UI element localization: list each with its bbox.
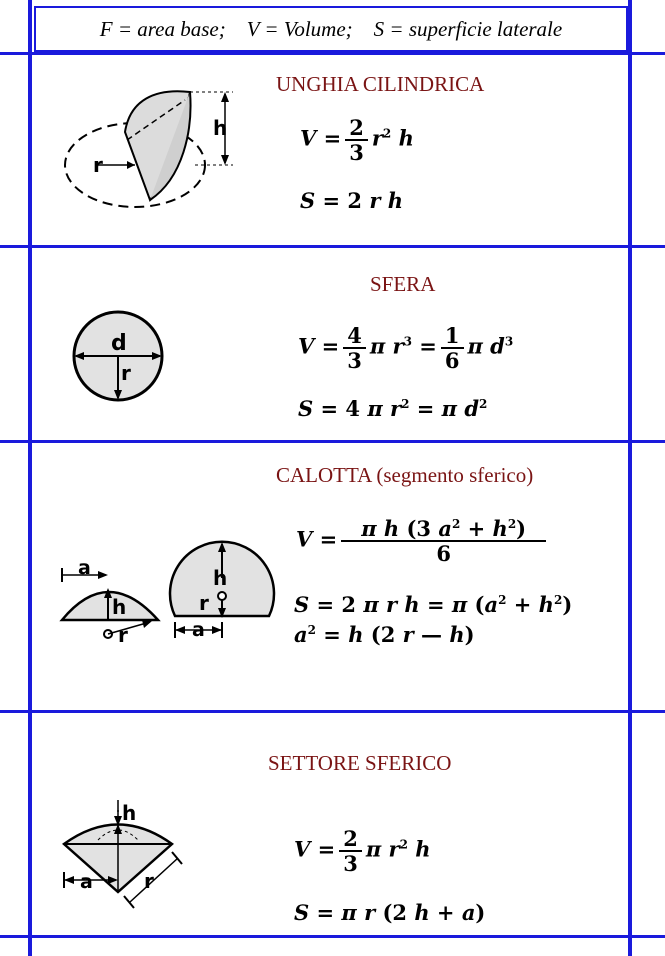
fig-label-h: h — [213, 116, 228, 140]
figure-settore — [58, 800, 188, 910]
fig-label-r: r — [118, 623, 128, 647]
formula-sfera-volume: V = $\frac{4}{3}$ π $r^3$ = $\frac{1}{6}$ π $d^3$ — [298, 323, 514, 373]
formula-calotta-volume: V = $\frac{\pi h (3 a^2 + h^2)}{6}$ — [296, 517, 550, 565]
formula-sfera-surface: S = 4 π $r^2 = \pi$ $d^2$ — [298, 396, 488, 421]
fig-label-r: r — [121, 361, 131, 385]
right-border — [628, 0, 632, 956]
formula-calotta-relation: $a^2 = h$ (2 r — h) — [294, 622, 475, 647]
left-border — [28, 0, 32, 956]
divider-1 — [0, 52, 665, 55]
fig-label-d: d — [111, 331, 127, 356]
fig-label-r: r — [199, 591, 209, 615]
figure-calotta-large — [165, 538, 280, 643]
figure-calotta-small — [58, 557, 168, 647]
section-title-sfera: SFERA — [370, 272, 436, 296]
formula-calotta-surface: S = 2 π r h = π $(a^2 + h^2)$ — [294, 592, 573, 617]
divider-4 — [0, 710, 665, 713]
section-title-settore: SETTORE SFERICO — [268, 751, 452, 775]
fig-label-a: a — [80, 871, 93, 893]
divider-2 — [0, 245, 665, 248]
fig-label-r: r — [93, 153, 103, 177]
legend-bar: F = area base; V = Volume; S = superficie laterale — [34, 6, 628, 52]
section-title-unghia: UNGHIA CILINDRICA — [276, 72, 485, 96]
formula-unghia-surface: S = 2 r h — [300, 188, 403, 213]
fig-label-a: a — [78, 557, 91, 579]
figure-sfera — [68, 308, 168, 408]
formula-settore-volume: V = $\frac{2}{3}$ π $r^2$ h — [294, 826, 431, 876]
fig-label-h: h — [112, 595, 127, 619]
divider-3 — [0, 440, 665, 443]
section-title-calotta: CALOTTA (segmento sferico) — [276, 463, 534, 487]
fig-label-h: h — [213, 566, 228, 590]
figure-unghia — [55, 80, 245, 215]
formula-settore-surface: S = π r (2 h + a) — [294, 900, 486, 925]
divider-5 — [0, 935, 665, 938]
fig-label-h: h — [122, 801, 137, 825]
fig-label-r: r — [144, 869, 154, 893]
formula-unghia-volume: V = $\frac{2}{3}$ $r^2$ h — [300, 115, 414, 165]
fig-label-a: a — [192, 619, 205, 641]
